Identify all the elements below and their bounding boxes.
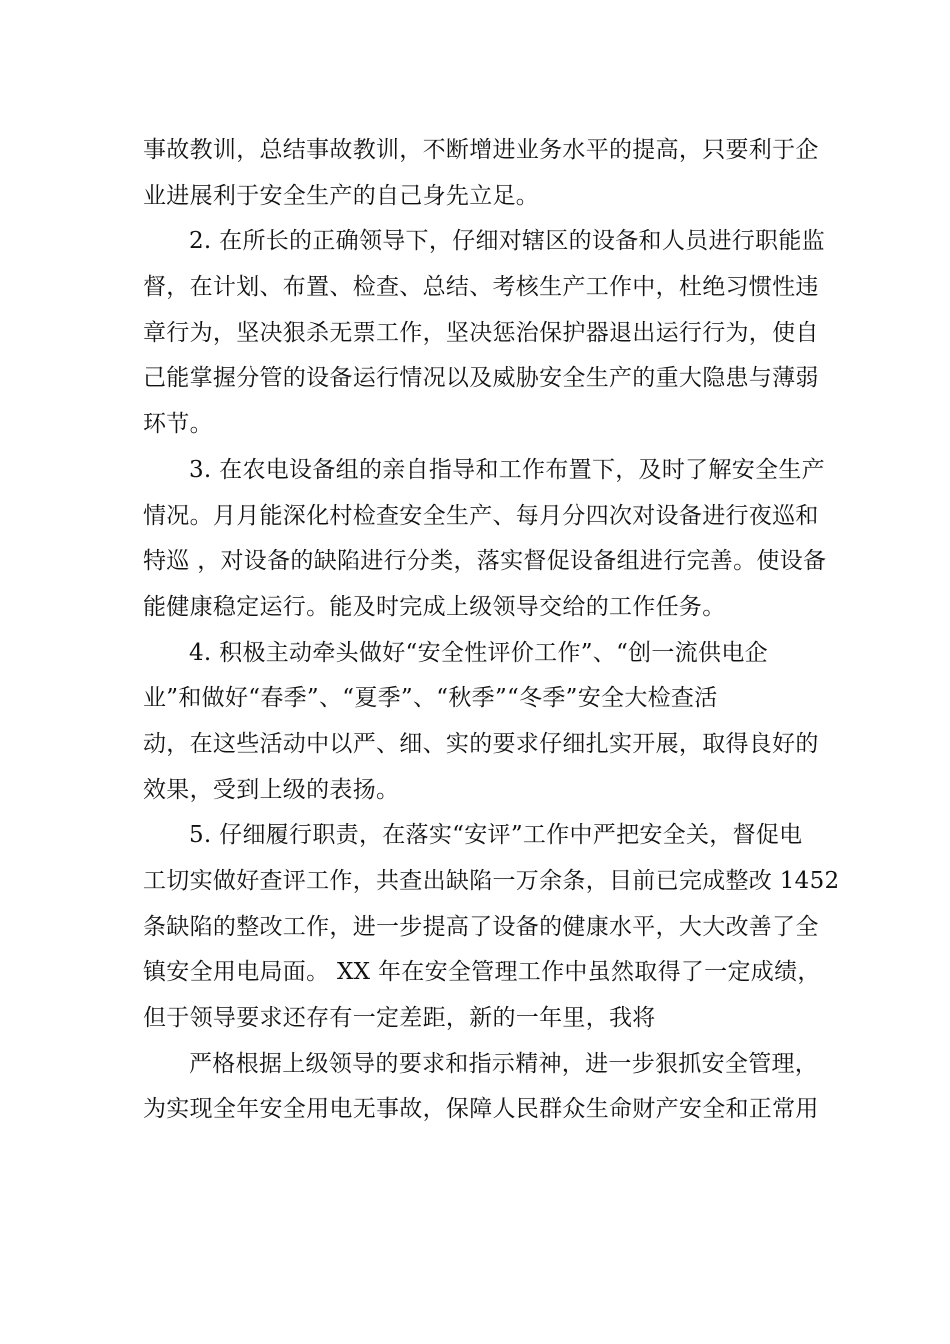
text-line: 但于领导要求还存有一定差距，新的一年里，我将: [143, 1005, 656, 1032]
text-line: 为实现全年安全用电无事故，保障人民群众生命财产安全和正常用: [143, 1096, 819, 1123]
paragraph-6: [143, 1042, 819, 1133]
text-line: 条缺陷的整改工作，进一步提高了设备的健康水平，大大改善了全: [143, 913, 819, 940]
text-line: 特巡 ，对设备的缺陷进行分类，落实督促设备组进行完善。使设备: [143, 548, 827, 575]
text-line: 4. 积极主动牵头做好“安全性评价工作”、“创一流供电企: [189, 639, 768, 666]
text-line: 业进展利于安全生产的自己身先立足。: [143, 182, 540, 209]
document-body: [143, 128, 840, 1133]
paragraph-5: [143, 813, 840, 1041]
text-line: 动，在这些活动中以严、细、实的要求仔细扎实开展，取得良好的: [143, 730, 819, 757]
text-line: 能健康稳定运行。能及时完成上级领导交给的工作任务。: [143, 593, 726, 620]
text-line: 工切实做好查评工作，共查出缺陷一万余条，目前已完成整改 1452: [143, 868, 840, 894]
text-line: 严格根据上级领导的要求和指示精神，进一步狠抓安全管理，: [189, 1050, 819, 1077]
text-line: 事故教训，总结事故教训，不断增进业务水平的提高，只要利于企: [143, 137, 819, 163]
text-line: 3. 在农电设备组的亲自指导和工作布置下，及时了解安全生产: [189, 456, 825, 483]
text-line: 己能掌握分管的设备运行情况以及威胁安全生产的重大隐患与薄弱: [143, 365, 819, 392]
text-line: 情况。月月能深化村检查安全生产、每月分四次对设备进行夜巡和: [143, 502, 819, 529]
paragraph-1: [143, 128, 819, 219]
text-line: 效果，受到上级的表扬。: [143, 776, 400, 803]
paragraph-2: [143, 219, 825, 447]
text-line: 5. 仔细履行职责，在落实“安评”工作中严把安全关，督促电: [189, 822, 803, 849]
paragraph-4: [143, 631, 819, 814]
text-line: 镇安全用电局面。 XX 年在安全管理工作中虽然取得了一定成绩，: [143, 959, 821, 986]
text-line: 章行为，坚决狠杀无票工作，坚决惩治保护器退出运行行为，使自: [143, 319, 819, 346]
text-line: 环节。: [143, 411, 213, 438]
paragraph-3: [143, 448, 827, 631]
text-line: 督，在计划、布置、检查、总结、考核生产工作中，杜绝习惯性违: [143, 274, 819, 301]
text-line: 业”和做好“春季”、“夏季”、“秋季”“冬季”安全大检查活: [143, 685, 718, 712]
text-line: 2. 在所长的正确领导下，仔细对辖区的设备和人员进行职能监: [189, 228, 825, 255]
